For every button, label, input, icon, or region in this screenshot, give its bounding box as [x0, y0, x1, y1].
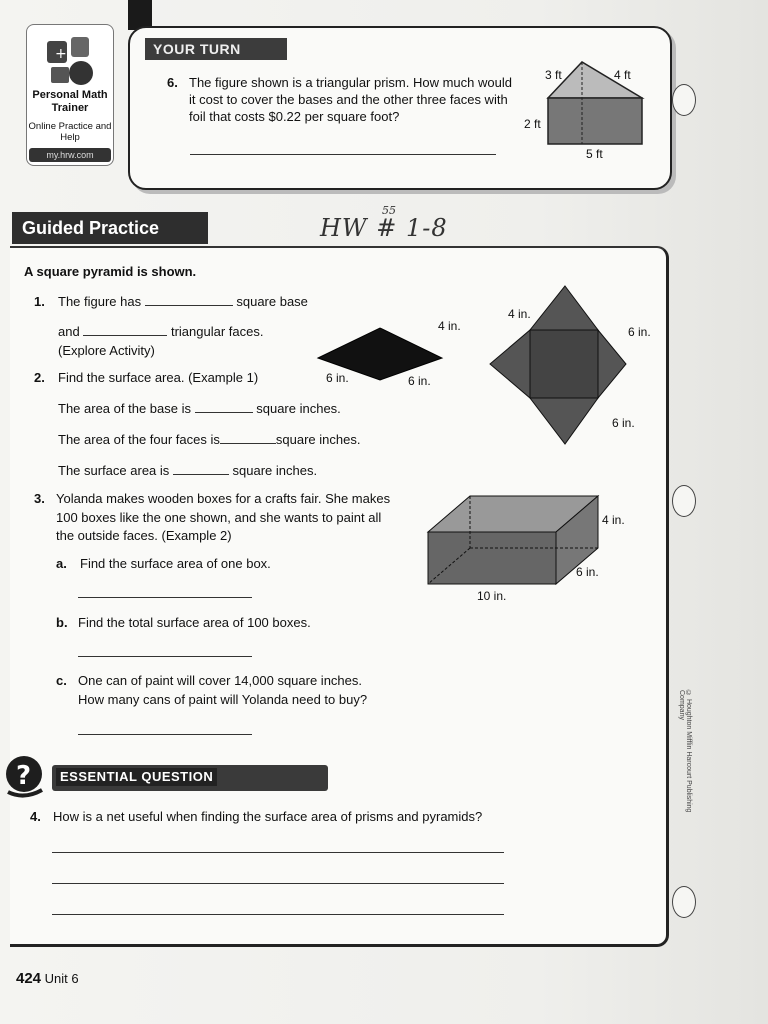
binder-hole	[672, 485, 696, 517]
q1-text-a: The figure has	[58, 294, 142, 309]
q2-number: 2.	[34, 370, 45, 385]
q1-line1	[58, 293, 308, 310]
q2-total-text: The surface area is	[58, 463, 170, 478]
q1-blank-2[interactable]	[83, 324, 167, 336]
svg-text:?: ?	[16, 761, 32, 791]
trainer-subtitle: Online Practice and Help	[28, 121, 112, 143]
trainer-url[interactable]: my.hrw.com	[29, 148, 111, 162]
prism-label-3ft: 3 ft	[545, 68, 562, 82]
page-number: 424	[16, 970, 42, 987]
net-label-6in-a: 6 in.	[628, 325, 651, 339]
copyright-notice: © Houghton Mifflin Harcourt Publishing Company	[678, 690, 692, 813]
q2-line-base	[58, 400, 341, 417]
intro-text: A square pyramid is shown.	[24, 264, 197, 279]
question-mark-icon	[4, 754, 44, 800]
trainer-logo-icon	[41, 31, 101, 91]
trainer-title: Personal Math Trainer	[32, 89, 108, 114]
binder-hole	[672, 84, 696, 116]
math-trainer-badge[interactable]	[26, 24, 114, 166]
svg-text:+: +	[55, 46, 67, 62]
box-label-10in: 10 in.	[477, 589, 507, 603]
q3b-answer-line[interactable]	[78, 656, 252, 657]
q3b-text: Find the total surface area of 100 boxes.	[78, 615, 311, 630]
prism-label-2ft: 2 ft	[524, 117, 541, 131]
q3-number: 3.	[34, 491, 45, 506]
pyramid-label-4in: 4 in.	[438, 319, 461, 333]
q6-answer-line[interactable]	[190, 154, 496, 155]
guided-practice-banner: Guided Practice	[12, 212, 208, 244]
q3a-answer-line[interactable]	[78, 597, 252, 598]
prism-label-5ft: 5 ft	[586, 147, 603, 161]
q2-base-text: The area of the base is	[58, 401, 191, 416]
q2-base-unit: square inches.	[256, 401, 341, 416]
prism-label-4ft: 4 ft	[614, 68, 631, 82]
binder-hole	[672, 886, 696, 918]
q1-ref: (Explore Activity)	[58, 343, 155, 358]
q6-text: The figure shown is a triangular prism. How much would it cost to cover the bases and the other three faces with foil that costs $0.22 per square foot?	[189, 75, 512, 124]
pyramid-label-6in-a: 6 in.	[326, 371, 349, 385]
q2-line-total	[58, 462, 317, 479]
q1-text-d: triangular faces.	[170, 324, 264, 339]
q2-blank-base[interactable]	[195, 401, 253, 413]
q3c-answer-line[interactable]	[78, 734, 252, 735]
q3c-number: c.	[56, 673, 67, 688]
q2-blank-total[interactable]	[173, 463, 229, 475]
q2-faces-text: The area of the four faces is	[58, 432, 220, 447]
q2-faces-unit: square inches.	[275, 432, 361, 447]
q3-text-3: the outside faces. (Example 2)	[56, 528, 232, 543]
q2-blank-faces[interactable]	[220, 432, 276, 444]
q3a-text: Find the surface area of one box.	[80, 556, 271, 571]
q4-answer-line-1[interactable]	[52, 852, 504, 853]
q2-total-unit: square inches.	[232, 463, 318, 478]
net-label-4in: 4 in.	[508, 307, 531, 321]
pyramid-label-6in-b: 6 in.	[408, 374, 431, 388]
q2-text: Find the surface area. (Example 1)	[58, 370, 259, 385]
q1-blank-1[interactable]	[145, 294, 233, 306]
your-turn-banner: YOUR TURN	[145, 38, 287, 60]
essential-question-label: ESSENTIAL QUESTION	[56, 768, 217, 786]
box-label-6in: 6 in.	[576, 565, 599, 579]
q3a-number: a.	[56, 556, 67, 571]
q4-text: How is a net useful when finding the surface area of prisms and pyramids?	[53, 809, 483, 824]
q2-line-faces	[58, 431, 360, 448]
q1-text-b: square base	[236, 294, 308, 309]
q1-number: 1.	[34, 294, 45, 309]
q4-answer-line-2[interactable]	[52, 883, 504, 884]
q3-text-2: 100 boxes like the one shown, and she wants to paint all	[56, 510, 382, 525]
handwritten-sup: 55	[382, 204, 396, 217]
q4-answer-line-3[interactable]	[52, 914, 504, 915]
unit-label: Unit 6	[44, 971, 79, 986]
q1-text-c: and	[58, 324, 80, 339]
q4-number: 4.	[30, 809, 41, 824]
q6-number: 6.	[167, 75, 178, 90]
box-label-4in: 4 in.	[602, 513, 625, 527]
net-label-6in-b: 6 in.	[612, 416, 635, 430]
q3b-number: b.	[56, 615, 68, 630]
q3c-text-2: How many cans of paint will Yolanda need to buy?	[78, 692, 368, 707]
page-footer	[16, 970, 79, 987]
q3-text-1: Yolanda makes wooden boxes for a crafts fair. She makes	[56, 491, 391, 506]
q3c-text-1: One can of paint will cover 14,000 square inches.	[78, 673, 363, 688]
handwritten-note: HW # 1-8	[320, 214, 448, 242]
q1-line2	[58, 323, 263, 340]
